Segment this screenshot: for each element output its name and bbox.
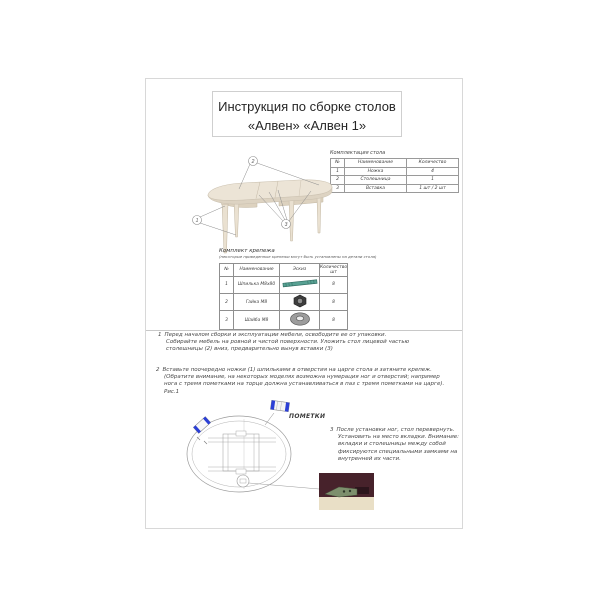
mark-tick xyxy=(204,441,207,444)
hardware-table-note: (некоторые приведенные крепежи могут быть установлены на детали стола) xyxy=(219,254,377,259)
cell: 3 xyxy=(220,311,234,330)
cell: 4 xyxy=(407,167,459,176)
marking-icon xyxy=(270,400,289,411)
instruction-page xyxy=(145,78,463,529)
callout-line xyxy=(200,206,225,217)
cell: 1 xyxy=(407,176,459,185)
marking-icon xyxy=(193,417,210,434)
photo-wood-surface xyxy=(319,497,374,510)
cell: Ножка xyxy=(345,167,407,176)
cell: 2 xyxy=(220,294,234,311)
header-cell: № xyxy=(331,159,345,168)
latch-screw xyxy=(343,490,345,492)
cell xyxy=(280,277,320,294)
cell: Шайба М8 xyxy=(234,311,280,330)
callout-label: 1 xyxy=(195,218,199,224)
page-title: Инструкция по сборке столов xyxy=(218,99,396,114)
hardware-table-title: Комплект крепежа xyxy=(219,248,275,254)
table-photo xyxy=(181,151,341,256)
table-row xyxy=(331,176,459,185)
photo-leader-line xyxy=(249,483,319,489)
nut-icon xyxy=(290,294,310,308)
cell: 8 xyxy=(320,277,348,294)
latch-screw xyxy=(349,490,351,492)
table-row xyxy=(220,311,348,330)
cell: Вставка xyxy=(345,184,407,193)
stud-icon xyxy=(281,277,319,290)
cell: Гайка М8 xyxy=(234,294,280,311)
page-subtitle: «Алвен» «Алвен 1» xyxy=(247,118,367,133)
callout-label: 2 xyxy=(251,159,255,165)
step-number: 1 xyxy=(158,332,162,338)
pometki-label: ПОМЕТКИ xyxy=(289,413,326,420)
header-cell: Наименование xyxy=(234,264,280,277)
callout-label: 3 xyxy=(284,222,288,228)
instruction-step-2 xyxy=(156,367,452,396)
header-cell: № xyxy=(220,264,234,277)
section-divider xyxy=(146,330,462,331)
cell: 1 xyxy=(220,277,234,294)
frame-rail xyxy=(223,434,259,471)
header-cell: Эскиз xyxy=(280,264,320,277)
table-row xyxy=(220,294,348,311)
cell: 2 xyxy=(331,176,345,185)
cell: Столешница xyxy=(345,176,407,185)
table-header-row xyxy=(220,264,348,277)
table-row xyxy=(331,184,459,193)
cell xyxy=(280,294,320,311)
cell: 1 xyxy=(331,167,345,176)
lock-photo xyxy=(319,473,374,510)
cell: Шпилька М8х80 xyxy=(234,277,280,294)
instruction-step-3 xyxy=(330,427,462,463)
step-number: 2 xyxy=(156,367,160,373)
step-text: После установки ног, стол перевернуть. Установить на место вкладки. Внимание: вкладки и столешницы между собой фиксируются специальными замками на внутренней их части. xyxy=(336,427,460,462)
cell xyxy=(280,311,320,330)
step-number: 3 xyxy=(330,427,334,433)
header-cell: Количество шт xyxy=(320,264,348,275)
title-box xyxy=(212,91,402,137)
cell: 3 xyxy=(331,184,345,193)
step-text: Вставьте поочередно ножки (1) шпильками в отверстия на царге стола и затяните крепеж. (Обратите внимание, на некоторых моделях возможна нумерация ног и отверстий; например нога с тремя пометками на торце должна устанавливаться в паз с тремя пометками на царге). Рис.1 xyxy=(162,367,445,395)
frame-block xyxy=(236,431,246,436)
table-leg xyxy=(222,203,228,253)
header-cell: Наименование xyxy=(345,159,407,168)
table-leg xyxy=(317,197,321,233)
instruction-step-1 xyxy=(158,332,416,354)
table-row xyxy=(331,167,459,176)
cell: 8 xyxy=(320,311,348,330)
parts-table-title: Комплектация стола xyxy=(330,150,386,156)
table-header-row xyxy=(331,159,459,168)
frame-block xyxy=(236,469,246,474)
table-leg xyxy=(234,201,239,237)
washer-icon xyxy=(288,311,312,327)
cell: 1 шт / 2 шт xyxy=(407,184,459,193)
step-text: Перед началом сборки и эксплуатации мебели, освободите ее от упаковки. Собирайте мебель на ровной и чистой поверхности. Уложить стол лицевой частью столешницы (2) вниз, предварительно вынув вставки (3) xyxy=(164,332,410,353)
callout-line xyxy=(200,223,236,235)
hardware-table xyxy=(219,263,348,330)
header-cell: Количество xyxy=(407,159,459,168)
cell: 8 xyxy=(320,294,348,311)
lock-detail-circle xyxy=(237,475,249,487)
parts-table xyxy=(330,158,459,193)
table-row xyxy=(220,277,348,294)
